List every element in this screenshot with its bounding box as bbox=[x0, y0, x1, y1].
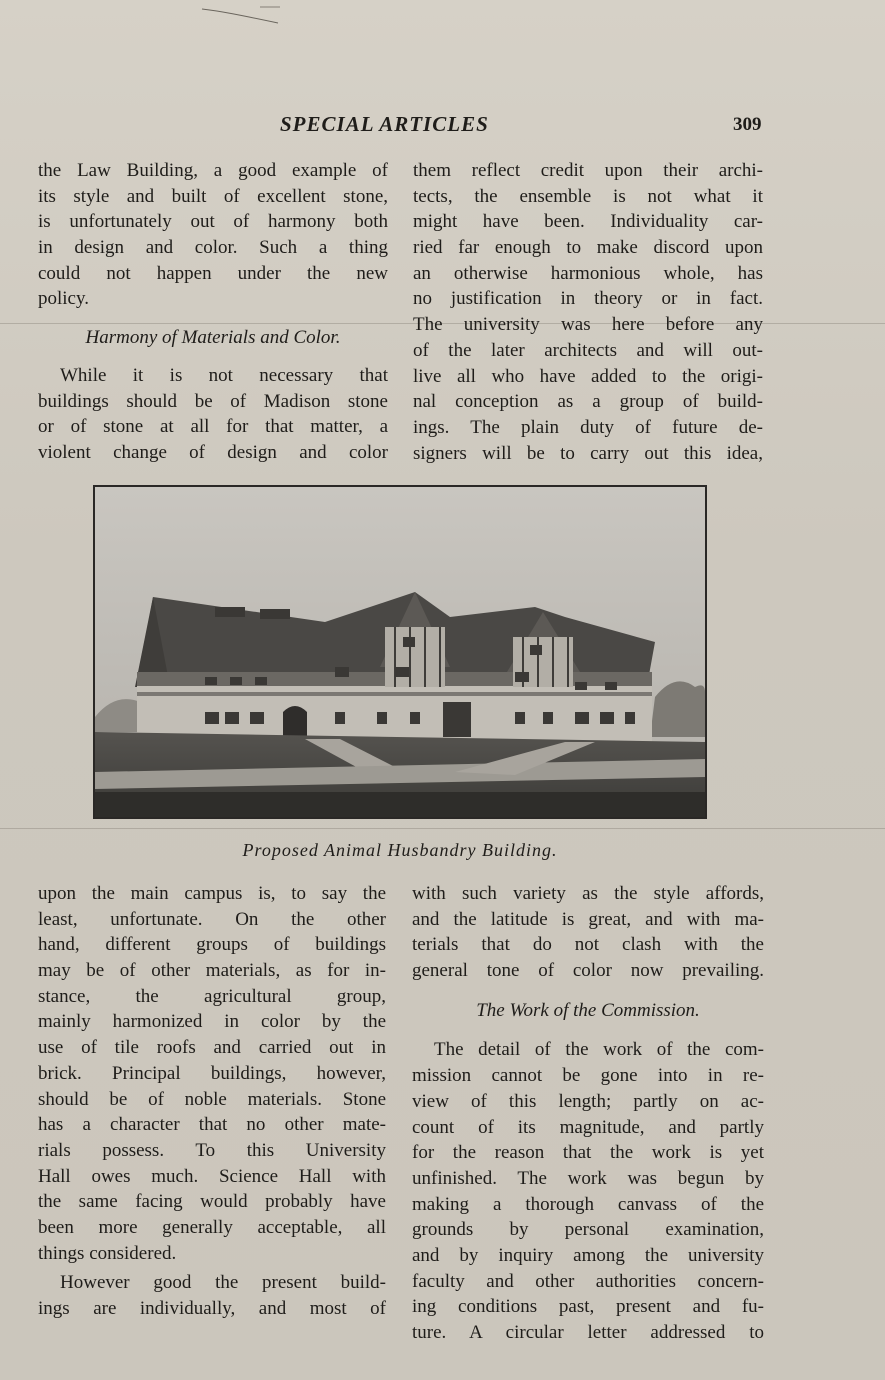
animal-husbandry-building-image bbox=[95, 487, 705, 817]
text-line: live all who have added to the origi- bbox=[413, 365, 763, 387]
text-line: count of its magnitude, and partly bbox=[412, 1116, 764, 1138]
top-left-column bbox=[38, 158, 388, 466]
text-line: mission cannot be gone into in re- bbox=[412, 1065, 764, 1087]
text-line: Hall owes much. Science Hall with bbox=[38, 1165, 386, 1187]
text-line: in design and color. Such a thing bbox=[38, 237, 388, 259]
text-line: grounds by personal examination, bbox=[412, 1219, 764, 1241]
text-line: upon the main campus is, to say the bbox=[38, 883, 386, 904]
bottom-right-column bbox=[412, 881, 764, 1346]
running-header-title: SPECIAL ARTICLES bbox=[280, 112, 489, 136]
text-line: nal conception as a group of build- bbox=[413, 391, 763, 413]
text-line: or of stone at all for that matter, a bbox=[38, 416, 388, 438]
text-line: the same facing would probably have bbox=[38, 1191, 386, 1213]
text-line: and the latitude is great, and with ma- bbox=[412, 908, 764, 930]
text-line: them reflect credit upon their archi- bbox=[413, 160, 763, 181]
text-line: ing conditions past, present and fu- bbox=[412, 1296, 764, 1318]
text-line: violent change of design and color bbox=[38, 441, 388, 463]
text-line: view of this length; partly on ac- bbox=[412, 1090, 764, 1112]
pen-scratch-mark bbox=[200, 5, 280, 27]
text-line: an otherwise harmonious whole, has bbox=[413, 262, 763, 284]
text-line: general tone of color now prevailing. bbox=[412, 960, 764, 982]
section-heading-harmony: Harmony of Materials and Color. bbox=[85, 327, 341, 349]
text-line: the Law Building, a good example of bbox=[38, 160, 388, 181]
text-line: with such variety as the style affords, bbox=[412, 883, 764, 904]
building-photograph bbox=[93, 485, 707, 819]
text-line: hand, different groups of buildings bbox=[38, 934, 386, 956]
text-line: making a thorough canvass of the bbox=[412, 1193, 764, 1215]
text-line: rials possess. To this University bbox=[38, 1139, 386, 1161]
text-line: its style and built of excellent stone, bbox=[38, 185, 388, 207]
text-line: unfinished. The work was begun by bbox=[412, 1167, 764, 1189]
section-heading-commission: The Work of the Commission. bbox=[476, 999, 700, 1021]
text-line: least, unfortunate. On the other bbox=[38, 908, 386, 930]
text-line: policy. bbox=[38, 288, 90, 310]
text-line: mainly harmonized in color by the bbox=[38, 1011, 386, 1033]
text-line: has a character that no other mate- bbox=[38, 1114, 386, 1136]
text-line: should be of noble materials. Stone bbox=[38, 1088, 386, 1110]
bottom-left-column bbox=[38, 881, 386, 1322]
text-line: no justification in theory or in fact. bbox=[413, 288, 763, 310]
text-line: faculty and other authorities concern- bbox=[412, 1270, 764, 1292]
text-line: ried far enough to make discord upon bbox=[413, 237, 763, 259]
text-line: buildings should be of Madison stone bbox=[38, 390, 388, 412]
text-line: signers will be to carry out this idea, bbox=[413, 442, 763, 464]
text-line: might have been. Individuality car- bbox=[413, 211, 763, 233]
page-number: 309 bbox=[733, 114, 762, 135]
text-line: use of tile roofs and carried out in bbox=[38, 1037, 386, 1059]
text-line: terials that do not clash with the bbox=[412, 934, 764, 956]
text-line: However good the present build- bbox=[60, 1272, 386, 1294]
text-line: ture. A circular letter addressed to bbox=[412, 1322, 764, 1344]
text-line: tects, the ensemble is not what it bbox=[413, 185, 763, 207]
text-line: ings. The plain duty of future de- bbox=[413, 416, 763, 438]
text-line: may be of other materials, as for in- bbox=[38, 960, 386, 982]
text-line: for the reason that the work is yet bbox=[412, 1142, 764, 1164]
page-crease-line bbox=[0, 828, 885, 829]
text-line: is unfortunately out of harmony both bbox=[38, 211, 388, 233]
text-line: of the later architects and will out- bbox=[413, 339, 763, 361]
text-line: While it is not necessary that bbox=[60, 364, 388, 386]
text-line: ings are individually, and most of bbox=[38, 1298, 386, 1319]
text-line: stance, the agricultural group, bbox=[38, 985, 386, 1007]
top-right-column bbox=[413, 158, 763, 466]
text-line: brick. Principal buildings, however, bbox=[38, 1062, 386, 1084]
text-line: things considered. bbox=[38, 1242, 177, 1264]
text-line: and by inquiry among the university bbox=[412, 1244, 764, 1266]
text-line: The university was here before any bbox=[413, 314, 763, 336]
figure-caption: Proposed Animal Husbandry Building. bbox=[242, 840, 558, 860]
text-line: could not happen under the new bbox=[38, 262, 388, 284]
text-line: The detail of the work of the com- bbox=[434, 1039, 764, 1061]
text-line: been more generally acceptable, all bbox=[38, 1216, 386, 1238]
